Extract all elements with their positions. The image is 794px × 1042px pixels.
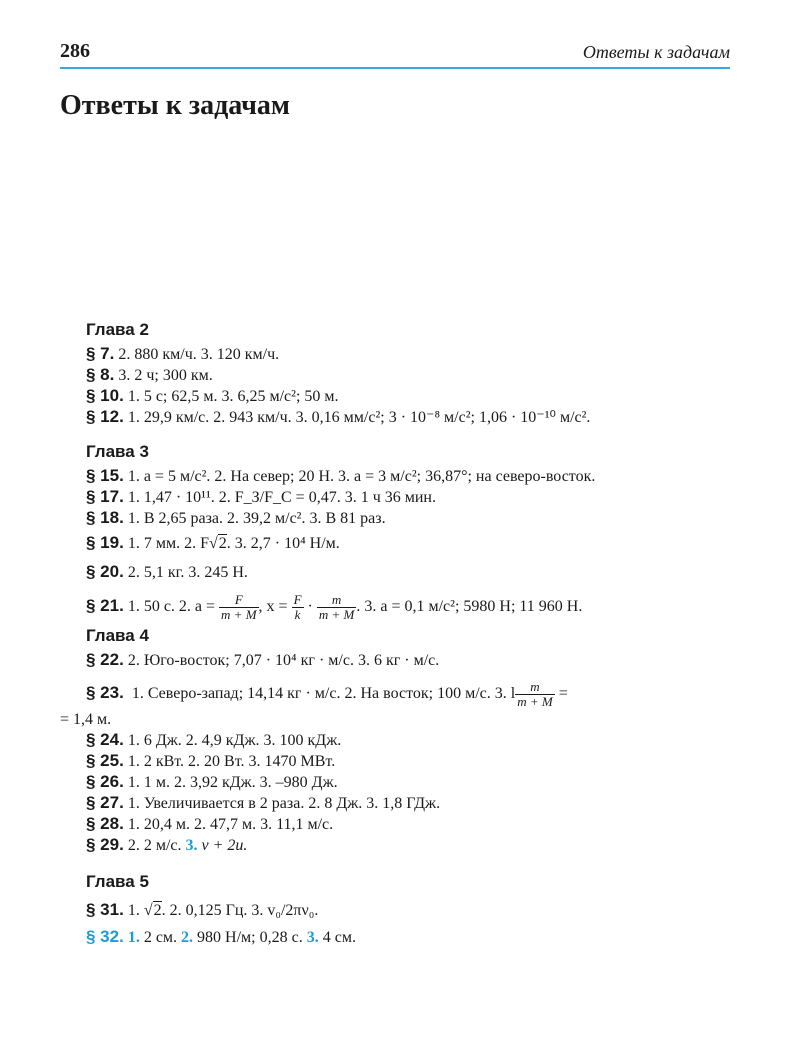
sqrt-sign-icon: √ [143,902,153,919]
answer-text: . 3. 2,7 · 10⁴ Н/м. [226,535,340,552]
numerator: m [317,593,357,608]
answer-text: 1. 5 с; 62,5 м. 3. 6,25 м/с²; 50 м. [127,388,339,405]
sqrt-sign-icon: √ [208,535,218,552]
section-label: § 31. [86,900,124,919]
sqrt-operand: 2 [153,902,162,919]
answer-line-26 [86,772,736,793]
section-label: § 8. [86,365,115,384]
answer-line-23 [86,677,736,710]
answer-line-25 [86,751,736,772]
highlighted-number: 1. [127,929,140,946]
answer-text: 1. 6 Дж. 2. 4,9 кДж. 3. 100 кДж. [127,732,342,749]
section-label: § 27. [86,793,124,812]
answer-text: 1. В 2,65 раза. 2. 39,2 м/с². 3. В 81 раз. [127,510,386,527]
numerator: m [515,680,555,695]
answer-line-15 [86,466,736,487]
answers-content [60,320,736,948]
highlighted-number: 3. [185,837,198,854]
answer-line-18 [86,508,736,529]
denominator: k [294,606,301,622]
answer-text: 2. Юго-восток; 7,07 · 10⁴ кг · м/с. 3. 6 кг · м/с. [127,652,440,669]
section-label: § 28. [86,814,124,833]
sqrt-operand: 2 [218,535,227,552]
answer-line-8 [86,365,736,386]
answer-line-17 [86,487,736,508]
section-label: § 18. [86,508,124,527]
fraction [317,593,357,622]
answer-text: v + 2u. [201,837,248,854]
answer-text: 1. 50 с. 2. a = [127,598,216,615]
section-label: § 24. [86,730,124,749]
multiply-dot: · [307,598,313,615]
section-label: § 25. [86,751,124,770]
fraction [515,680,555,709]
answer-text: 1. Северо-запад; 14,14 кг · м/с. 2. На восток; 100 м/с. 3. l [131,685,516,702]
denominator: m + M [517,693,553,709]
answer-text: 3. 2 ч; 300 км. [118,367,213,384]
answer-text: . 3. a = 0,1 м/с²; 5980 Н; 11 960 Н. [356,598,583,615]
page-title: Ответы к задачам [60,90,290,121]
highlighted-number: 2. [181,929,194,946]
header-rule [60,67,730,69]
fraction [292,593,304,622]
answer-text: 1. 2 кВт. 2. 20 Вт. 3. 1470 МВт. [127,753,336,770]
answer-text: , x = [258,598,288,615]
answer-line-28 [86,814,736,835]
answer-line-21 [86,589,736,624]
section-label: § 15. [86,466,124,485]
answer-text: 1. [127,902,140,919]
section-label: § 22. [86,650,124,669]
page-number: 286 [60,40,90,62]
answer-line-20 [86,562,736,583]
answer-text: 1. 7 мм. 2. F [127,535,209,552]
answer-text: 1. 20,4 м. 2. 47,7 м. 3. 11,1 м/с. [127,816,334,833]
answer-text: 2. 5,1 кг. 3. 245 Н. [127,564,248,581]
numerator: F [293,591,302,607]
chapter-heading-5: Глава 5 [86,872,149,891]
answer-line-24 [86,730,736,751]
answer-line-32 [86,927,736,948]
answer-text: 4 см. [322,929,356,946]
section-label: § 26. [86,772,124,791]
answer-text: = [558,685,568,702]
chapter-heading-2: Глава 2 [86,320,149,339]
section-label: § 20. [86,562,124,581]
answer-text: 1. 29,9 км/с. 2. 943 км/ч. 3. 0,16 мм/с²; 3 · 10⁻⁸ м/с²; 1,06 · 10⁻¹⁰ м/с². [127,409,591,426]
section-label: § 21. [86,596,124,615]
answer-line-29 [86,835,736,856]
numerator: F [219,593,259,608]
section-label: § 29. [86,835,124,854]
section-label: § 17. [86,487,124,506]
section-label-highlighted: § 32. [86,927,124,946]
answer-line-22 [86,650,736,671]
answer-line-7 [86,344,736,365]
answer-text: 1. a = 5 м/с². 2. На север; 20 Н. 3. a = 3 м/с²; 36,87°; на северо-восток. [127,468,596,485]
answer-text: 2 см. [143,929,178,946]
answer-text: . 2. 0,125 Гц. 3. v₀/2πν₀. [161,902,319,919]
answer-text: 980 Н/м; 0,28 с. [197,929,303,946]
answer-text: 1. 1,47 · 10¹¹. 2. F_З/F_С = 0,47. 3. 1 ч 36 мин. [127,489,436,506]
answer-line-27 [86,793,736,814]
section-label: § 12. [86,407,124,426]
answer-text: 2. 2 м/с. [127,837,182,854]
highlighted-number: 3. [306,929,319,946]
answer-line-23-continuation: = 1,4 м. [60,711,112,728]
denominator: m + M [318,606,355,622]
answer-text: 1. Увеличивается в 2 раза. 2. 8 Дж. 3. 1,8 ГДж. [127,795,441,812]
section-label: § 19. [86,533,124,552]
running-title: Ответы к задачам [582,42,730,62]
denominator: m + M [221,606,257,622]
chapter-heading-3: Глава 3 [86,442,149,461]
answer-line-31 [86,900,736,921]
section-label: § 7. [86,344,115,363]
section-label: § 10. [86,386,124,405]
section-label: § 23. [86,683,124,702]
answer-text: 1. 1 м. 2. 3,92 кДж. 3. –980 Дж. [127,774,338,791]
answer-line-12 [86,407,736,428]
answer-line-10 [86,386,736,407]
answer-line-19 [86,533,736,554]
page-header [60,38,730,68]
chapter-heading-4: Глава 4 [86,626,149,645]
fraction [219,593,259,622]
answer-text: 2. 880 км/ч. 3. 120 км/ч. [118,346,280,363]
